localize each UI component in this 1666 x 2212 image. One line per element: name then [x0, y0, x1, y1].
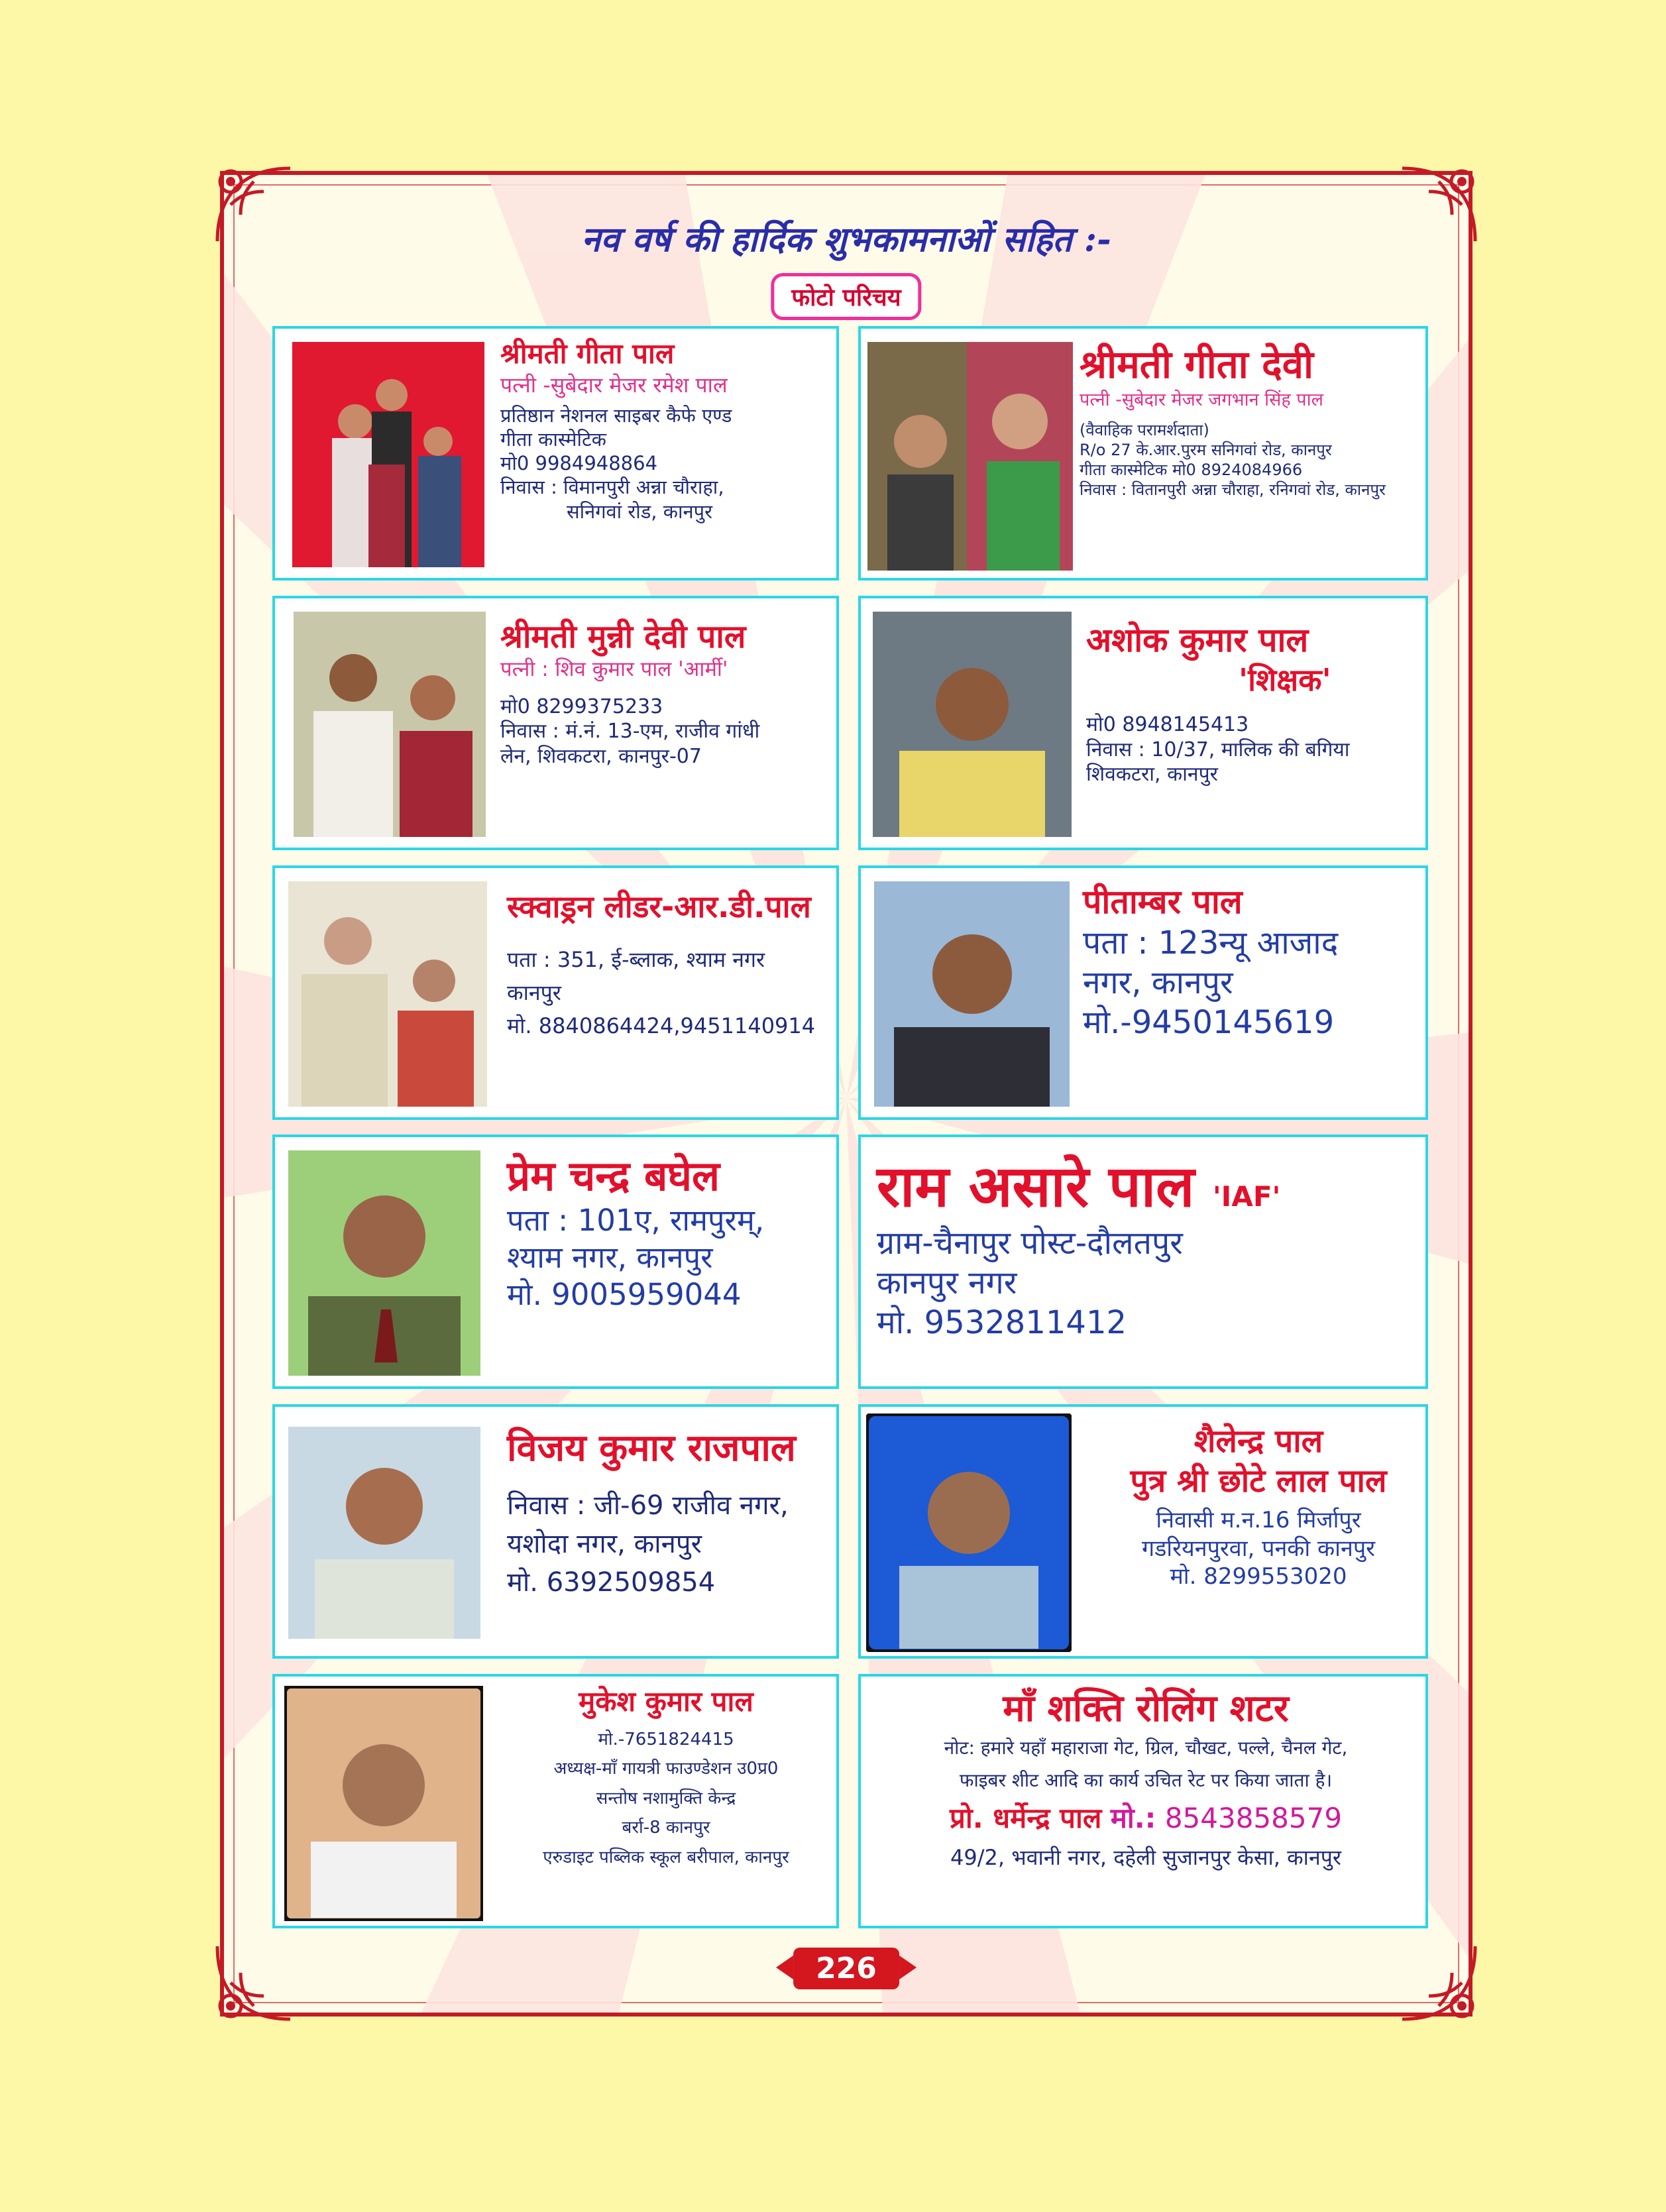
corner-ornament-icon — [204, 1933, 304, 2032]
card-line: मो. 8840864424,9451140914 — [507, 1013, 816, 1038]
card-line: मो0 9984948864 — [500, 452, 658, 474]
business-name: माँ शक्ति रोलिंग शटर — [1003, 1687, 1289, 1730]
section-badge: फोटो परिचय — [771, 273, 921, 320]
card-line: कानपुर नगर — [877, 1264, 1017, 1301]
card-line: निवासी म.न.16 मिर्जापुर — [1156, 1507, 1361, 1533]
family-photo — [292, 342, 484, 567]
card-line: मो0 8299375233 — [500, 694, 663, 718]
card-line: फाइबर शीट आदि का कार्य उचित रेट पर किया जाता है। — [959, 1769, 1333, 1791]
mobile-label: मो.: — [1110, 1802, 1156, 1834]
card-line: लेन, शिवकटरा, कानपुर-07 — [500, 744, 702, 768]
corner-ornament-icon — [1389, 1933, 1488, 2032]
card-line: R/o 27 के.आर.पुरम सनिगवां रोड, कानपुर — [1080, 441, 1332, 460]
couple-photo — [867, 342, 1073, 571]
profile-card-geeta-devi — [858, 326, 1428, 581]
person-relation: पुत्र श्री छोटे लाल पाल — [1130, 1463, 1387, 1500]
person-name: स्क्वाड्रन लीडर-आर.डी.पाल — [507, 889, 811, 924]
person-name: श्रीमती गीता पाल — [500, 337, 675, 370]
card-line: शिवकटरा, कानपुर — [1086, 763, 1218, 786]
card-line: निवास : 10/37, मालिक की बगिया — [1086, 738, 1350, 761]
profile-card-ram-asare — [858, 1134, 1428, 1389]
card-line: निवास : जी-69 राजीव नगर, — [507, 1490, 789, 1521]
card-line: गडरियनपुरवा, पनकी कानपुर — [1141, 1535, 1376, 1562]
card-line: पता : 123न्यू आजाद — [1083, 924, 1339, 962]
card-line: प्रतिष्ठान नेशनल साइबर कैफे एण्ड — [500, 404, 732, 427]
card-line: एरुडाइट पब्लिक स्कूल बरीपाल, कानपुर — [543, 1847, 789, 1867]
person-relation: पत्नी -सुबेदार मेजर रमेश पाल — [500, 372, 728, 398]
profile-card-ashok-kumar — [858, 596, 1428, 850]
profile-card-vijay-kumar — [272, 1404, 839, 1659]
card-line: मो. 8299553020 — [1170, 1563, 1347, 1590]
person-relation: पत्नी -सुबेदार मेजर जगभान सिंह पाल — [1080, 389, 1323, 410]
profile-card-pitambar-pal — [858, 865, 1428, 1120]
card-line: यशोदा नगर, कानपुर — [507, 1529, 702, 1559]
card-line: मो.-9450145619 — [1083, 1003, 1335, 1041]
profile-card-shailendra-pal — [858, 1404, 1428, 1659]
portrait-photo — [873, 612, 1072, 837]
card-line: मो. 9532811412 — [877, 1303, 1127, 1341]
portrait-photo — [284, 1686, 483, 1921]
card-line: मो. 6392509854 — [507, 1567, 716, 1598]
card-line: पता : 351, ई-ब्लाक, श्याम नगर — [507, 946, 765, 972]
card-line: बर्रा-8 कानपुर — [622, 1818, 710, 1838]
person-name: विजय कुमार राजपाल — [507, 1427, 796, 1470]
person-name: प्रेम चन्द्र बघेल — [507, 1152, 720, 1200]
card-line: ग्राम-चैनापुर पोस्ट-दौलतपुर — [877, 1224, 1183, 1262]
card-line: सनिगवां रोड, कानपुर — [567, 500, 712, 523]
profile-card-geeta-pal — [272, 326, 839, 581]
portrait-photo — [288, 1150, 480, 1376]
card-line: निवास : मं.नं. 13-एम, राजीव गांधी — [500, 720, 760, 744]
card-line: निवास : विमानपुरी अन्ना चौराहा, — [500, 476, 724, 499]
card-line: नोट: हमारे यहाँ महाराजा गेट, ग्रिल, चौखट, पल्ले, चैनल गेट, — [944, 1737, 1348, 1759]
profile-card-rd-pal — [272, 865, 839, 1120]
portrait-photo — [874, 881, 1070, 1107]
person-name: अशोक कुमार पाल — [1086, 621, 1309, 659]
card-line: पता : 101ए, रामपुरम्, — [507, 1202, 765, 1238]
card-line: मो0 8948145413 — [1086, 713, 1249, 736]
profile-card-mukesh-kumar — [272, 1674, 839, 1928]
person-tag: 'IAF' — [1212, 1180, 1281, 1213]
couple-photo — [288, 881, 487, 1107]
portrait-photo — [866, 1413, 1072, 1652]
portrait-photo — [288, 1427, 480, 1639]
card-line: अध्यक्ष-माँ गायत्री फाउण्डेशन उ0प्र0 — [553, 1759, 779, 1779]
business-address: 49/2, भवानी नगर, दहेली सुजानपुर केसा, कानपुर — [950, 1844, 1341, 1870]
card-line: गीता कास्मेटिक मो0 8924084966 — [1080, 461, 1303, 480]
mobile-number: 8543858579 — [1164, 1802, 1343, 1834]
person-name: मुकेश कुमार पाल — [579, 1685, 753, 1718]
person-name: राम असारे पाल — [877, 1154, 1195, 1220]
card-line: निवास : वितानपुरी अन्ना चौराहा, रनिगवां रोड, कानपुर — [1080, 480, 1386, 500]
proprietor-name: प्रो. धर्मेन्द्र पाल — [949, 1802, 1102, 1834]
person-name: श्रीमती गीता देवी — [1080, 342, 1314, 387]
profile-card-munni-devi — [272, 596, 839, 850]
card-line: सन्तोष नशामुक्ति केन्द्र — [596, 1788, 736, 1808]
page-number: 226 — [793, 1948, 899, 1989]
couple-photo — [294, 612, 486, 837]
card-line: (वैवाहिक परामर्शदाता) — [1080, 421, 1209, 440]
profile-card-prem-chandra — [272, 1134, 839, 1389]
page-title: नव वर्ष की हार्दिक शुभकामनाओं सहित :- — [581, 219, 1111, 260]
person-title: 'शिक्षक' — [1239, 661, 1331, 698]
card-line: नगर, कानपुर — [1083, 964, 1233, 1001]
business-card-shakti-shutter — [858, 1674, 1428, 1928]
card-line: कानपुर — [507, 979, 561, 1005]
person-name: शैलेन्द्र पाल — [1194, 1423, 1323, 1460]
person-name: पीताम्बर पाल — [1083, 883, 1243, 921]
card-line: गीता कास्मेटिक — [500, 427, 606, 451]
page-frame — [220, 171, 1472, 2017]
person-relation: पत्नी : शिव कुमार पाल 'आर्मी' — [500, 657, 728, 681]
card-line: मो. 9005959044 — [507, 1277, 742, 1312]
card-line: मो.-7651824415 — [598, 1729, 734, 1749]
person-name: श्रीमती मुन्नी देवी पाल — [500, 618, 746, 655]
card-line: श्याम नगर, कानपुर — [507, 1239, 713, 1275]
